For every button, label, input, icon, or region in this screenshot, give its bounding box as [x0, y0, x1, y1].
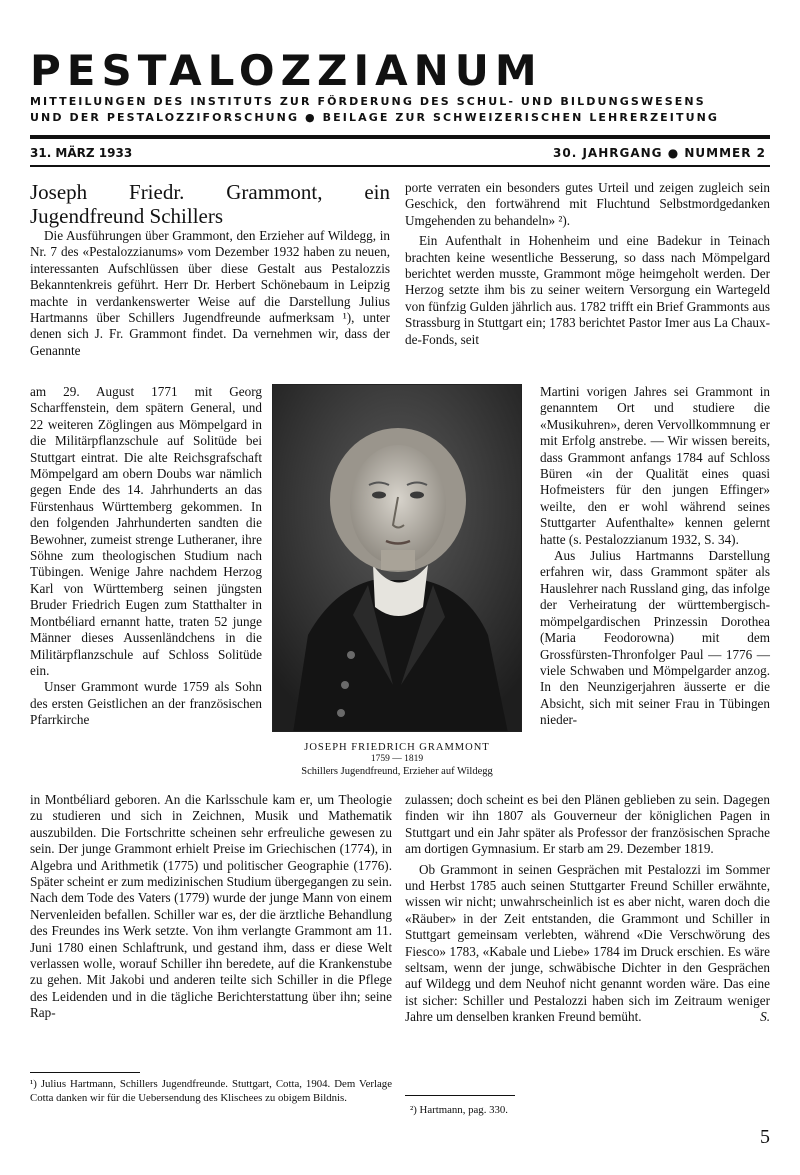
- journal-subtitle-2: UND DER PESTALOZZIFORSCHUNG ● BEILAGE ZUR SCHWEIZERISCHEN LEHRERZEITUNG: [30, 111, 720, 124]
- paragraph: in Montbéliard geboren. An die Karlsschule kam er, um Theologie zu studieren und sich in Zeichnen, Musik und Mathematik auszubilden. Die Fortschritte scheinen sehr erfreuliche gewesen zu sein. Der junge Grammont erhielt Preise im Griechischen (1774), in Algebra und Arithmetik (1775) und politischer Geographie (1776). Später scheint er zum medizinischen Studium übergegangen zu sein. Nach dem Tode des Vaters (1779) wurde der junge Mann von einem Nervenleiden befallen. Schiller war es, der die ärztliche Behandlung des Freundes ins Werk setzte. Von ihm verlangte Grammont am 11. Juni 1780 einen Schlaftrunk, und gestand ihm, dass er diese Welt verlassen wolle, worauf Schiller ihn beredete, auf die Krankenstube zu gehen. Mit Jakobi und anderen teilte sich Schiller in die Pflege des Leidenden und in die tägliche Berichterstattung über ihn; seine Rap-: [30, 792, 392, 1021]
- portrait-caption-text: Schillers Jugendfreund, Erzieher auf Wildegg: [301, 766, 493, 777]
- portrait-caption-years: 1759 — 1819: [370, 754, 424, 764]
- article-title: Joseph Friedr. Grammont, ein Jugendfreund Schillers: [30, 180, 390, 228]
- masthead: [30, 48, 770, 126]
- paragraph: Martini vorigen Jahres sei Grammont in genanntem Ort und studiere die «Musikuhren», deren Vervollkommnung er mit Erfolg anstrebe. — Wir wissen bereits, dass Grammont anfangs 1784 auf Schloss Büren «in der Qualität eines quasi Hofmeisters für den jungen Effinger» weilte, den er wohl während seines Stuttgarter Aufenthalte» kennen gelernt hatte (s. Pestalozzianum 1932, S. 34).: [540, 384, 770, 547]
- paragraph: [405, 862, 770, 1026]
- paragraph-text: Ob Grammont in seinen Gesprächen mit Pestalozzi im Sommer und Herbst 1785 auch seinen Stuttgarter Freund Schiller erwähnte, wissen wir nicht; unwahrscheinlich ist es aber nicht, waren doch die «Räuber» in der Zeit entstanden, die Grammont und Schiller in Stuttgart gemeinsam verlebten, während «Die Verschwörung des Fiesco» 1783, «Kabale und Liebe» 1784 im Druck erschien. Es wäre seltsam, wenn der junge, schwäbische Dichter in den Gesprächen auf Wildegg und dem Neuhof nicht genannt worden wäre. Das eine ist sicher: Schiller und Pestalozzi haben sich im Zeitraum weniger Jahre um denselben kranken Freund bemüht.: [405, 861, 770, 1025]
- dateline-rule: [30, 165, 770, 167]
- journal-title: PESTALOZZIANUM: [30, 46, 543, 95]
- left-column-wrap: [30, 384, 262, 729]
- footnote-left: ¹) Julius Hartmann, Schillers Jugendfreunde. Stuttgart, Cotta, 1904. Dem Verlage Cotta danken wir für die Uebersendung des Klischees zu obigem Bildnis.: [30, 1078, 392, 1104]
- paragraph: zulassen; doch scheint es bei den Plänen geblieben zu sein. Dagegen finden wir ihn 1807 als Gouverneur der königlichen Pagen in Stuttgart und ein Jahr später als Professor der französischen Sprache am dortigen Gymnasium. Er starb am 29. Dezember 1819.: [405, 792, 770, 857]
- portrait-caption-name: JOSEPH FRIEDRICH GRAMMONT: [304, 742, 490, 753]
- dateline: [30, 144, 770, 162]
- portrait-drawing: [273, 385, 522, 732]
- footnote-right: ²) Hartmann, pag. 330.: [410, 1104, 508, 1116]
- paragraph: Ein Aufenthalt in Hohenheim und eine Badekur in Teinach brachten keine wesentliche Besserung, so dass nach Mömpelgard berichtet werden musste, Grammont möge heimgeholt werden. Der Herzog setzte ihm bis zu seiner weitern Versorgung ein Wartegeld von fünfzig Gulden jährlich aus. 1782 trifft ein Brief Grammonts aus Strassburg in Stuttgart ein; 1783 berichtet Pastor Imer aus La Chaux-de-Fonds, seit: [405, 233, 770, 347]
- issue-date: 31. MÄRZ 1933: [30, 146, 133, 160]
- page-number: 5: [760, 1126, 770, 1148]
- portrait-image: [272, 384, 522, 732]
- footnote-rule-right: [405, 1095, 515, 1096]
- paragraph: am 29. August 1771 mit Georg Scharffenstein, dem spätern General, und 22 weiteren Zöglingen aus Mömpelgard in die Militärpflanzschule auf Solitüde bei Stuttgart eintrat. Die alte Reichsgrafschaft Mömpelgard am obern Doubs war nämlich gegen Ende des 14. Jahrhunderts an das Fürstenhaus Württemberg gekommen. In den folgenden Jahrhunderten sandten die Bewohner, zumeist strenge Lutheraner, ihre Söhne zum theologischen Studium nach Tübingen. Wenige Jahre nachdem Herzog Karl von Württemberg seinen jüngsten Bruder Friedrich Eugen zum Statthalter in Montbéliard ernannt hatte, traten 52 junge Männer dieses Aussenländchens in die Militärpflanzschule auf Schloss Solitüde ein.: [30, 384, 262, 678]
- journal-subtitle-1: MITTEILUNGEN DES INSTITUTS ZUR FÖRDERUNG DES SCHUL- UND BILDUNGSWESENS: [30, 95, 706, 108]
- paragraph: Unser Grammont wurde 1759 als Sohn des ersten Geistlichen an der französischen Pfarrkirche: [30, 679, 262, 728]
- left-column-top: [30, 180, 390, 359]
- right-column-top: [405, 180, 770, 348]
- author-signature: S.: [760, 1009, 770, 1025]
- paragraph: porte verraten ein besonders gutes Urteil und zeigen zugleich sein Geschick, den fortwährend mit Fluchtund Selbstmordgedanken Umgehenden zu behandeln» ²).: [405, 180, 770, 228]
- issue-number: 30. JAHRGANG ● NUMMER 2: [553, 146, 766, 160]
- left-column-bottom: [30, 792, 392, 1022]
- right-column-bottom: [405, 792, 770, 1026]
- right-column-wrap: [540, 384, 770, 729]
- paragraph: Aus Julius Hartmanns Darstellung erfahren wir, dass Grammont später als Hauslehrer nach Russland ging, das infolge der Verheiratung der württembergisch-mömpelgardischen Prinzessin Dorothea (Maria Feodorowna) mit dem Grossfürsten-Thronfolger Paul — 1776 — viele Schwaben und Mömpelgarder anzog. In den Neunzigerjahren äusserte er die Absicht, sich mit seiner Frau in Tübingen nieder-: [540, 548, 770, 728]
- paragraph: Die Ausführungen über Grammont, den Erzieher auf Wildegg, in Nr. 7 des «Pestalozzianums» vom Dezember 1932 haben zu neuen, interessanten Aufschlüssen über diese Gestalt aus Pestalozzis Bekanntenkreis geführt. Herr Dr. Herbert Schönebaum in Leipzig machte in verdankenswerter Weise auf die Darstellung Julius Hartmanns über Schillers Jugendfreunde aufmerksam ¹), unter denen sich J. Fr. Grammont findet. Da vernehmen wir, dass der Genannte: [30, 228, 390, 358]
- footnote-rule-left: [30, 1072, 140, 1073]
- masthead-rule: [30, 135, 770, 139]
